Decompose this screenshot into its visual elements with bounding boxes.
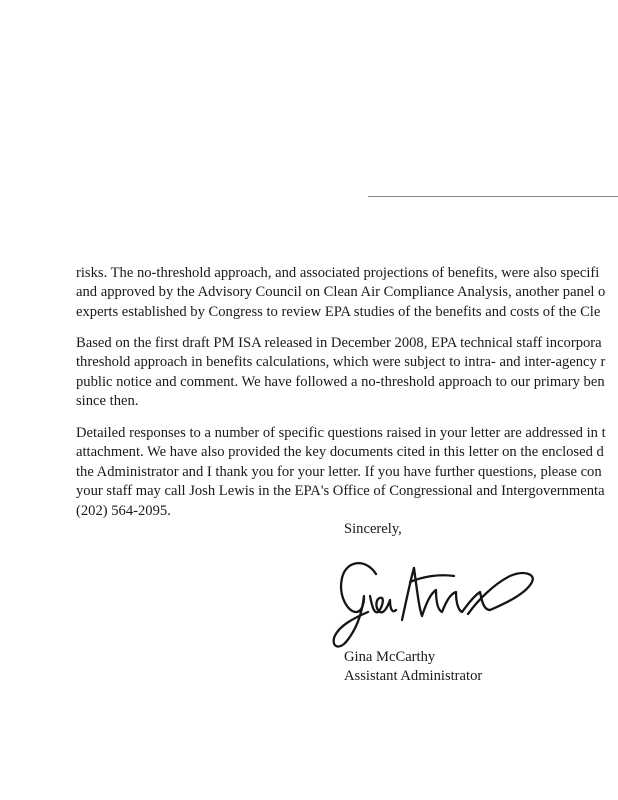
paragraph-risks: [76, 264, 618, 322]
paragraph-line: threshold approach in benefits calculations, which were subject to intra- and inter-agency r: [76, 354, 606, 371]
handwritten-signature: [318, 552, 543, 652]
signer-block: [344, 648, 482, 687]
signer-title: Assistant Administrator: [344, 668, 483, 685]
closing-salutation: Sincerely,: [344, 521, 402, 537]
paragraph-line: Based on the first draft PM ISA released in December 2008, EPA technical staff incorpora: [76, 335, 602, 351]
signer-name: Gina McCarthy: [344, 649, 436, 665]
paragraph-line: and approved by the Advisory Council on Clean Air Compliance Analysis, another panel o: [76, 284, 606, 301]
paragraph-line: attachment. We have also provided the key documents cited in this letter on the enclosed d: [76, 444, 604, 461]
paragraph-line: (202) 564-2095.: [76, 502, 171, 519]
paragraph-line: the Administrator and I thank you for your letter. If you have further questions, please con: [76, 463, 602, 480]
paragraph-line: public notice and comment. We have followed a no-threshold approach to our primary ben: [76, 373, 605, 390]
paragraph-line: your staff may call Josh Lewis in the EPA's Office of Congressional and Intergovernmenta: [76, 483, 605, 500]
paragraph-responses: [76, 424, 618, 521]
paragraph-line: since then.: [76, 393, 139, 410]
header-rule: [368, 196, 618, 197]
paragraph-line: experts established by Congress to review EPA studies of the benefits and costs of the Cle: [76, 303, 601, 320]
paragraph-line: risks. The no-threshold approach, and associated projections of benefits, were also specifi: [76, 265, 600, 281]
paragraph-line: Detailed responses to a number of specific questions raised in your letter are addressed in t: [76, 425, 606, 441]
paragraph-pm-isa: [76, 334, 618, 412]
